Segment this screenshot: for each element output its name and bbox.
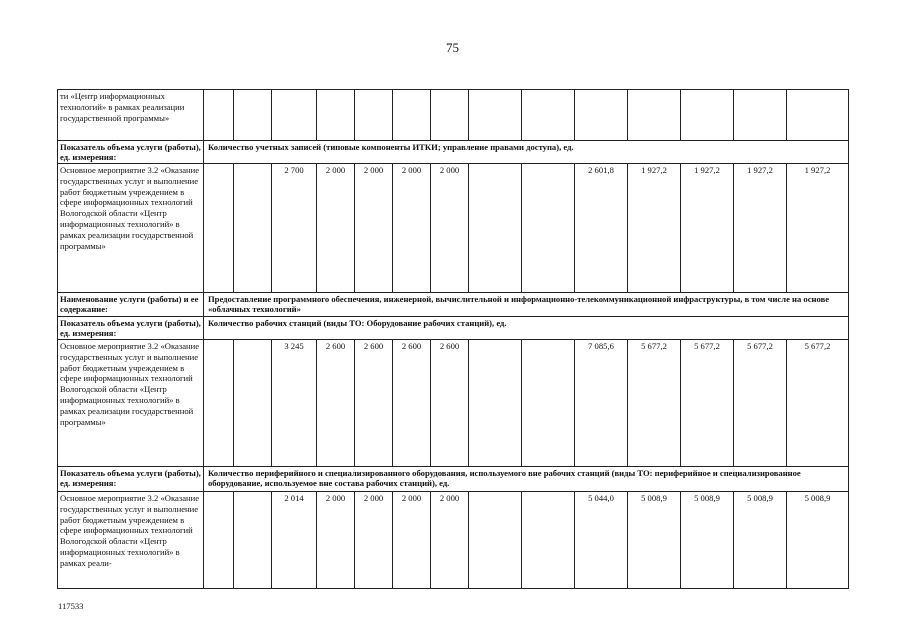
value-cell: 2 700 — [272, 164, 317, 293]
table-row — [58, 340, 849, 467]
page-number: 75 — [446, 40, 459, 55]
value-cell — [522, 340, 575, 467]
value-cell: 5 677,2 — [734, 340, 787, 467]
indicator-label: Показатель объема услуги (работы), ед. измерения: — [58, 467, 204, 492]
value-cell: 5 008,9 — [681, 492, 734, 589]
value-cell — [234, 164, 272, 293]
value-cell: 2 000 — [431, 164, 469, 293]
value-cell: 2 601,8 — [575, 164, 628, 293]
value-cell: 5 677,2 — [681, 340, 734, 467]
value-cell: 5 677,2 — [787, 340, 849, 467]
indicator-label: Показатель объема услуги (работы), ед. измерения: — [58, 141, 204, 164]
value-cell: 5 677,2 — [628, 340, 681, 467]
service-text: Предоставление программного обеспечения, инженерной, вычислительной и информационно-телекоммуникационной инфраструктуры, в том числе на основе «облачных технологий» — [204, 293, 849, 317]
value-cell: 2 600 — [431, 340, 469, 467]
activity-cell: Основное мероприятие 3.2 «Оказание государственных услуг и выполнение работ бюджетным учреждением в сфере информационных технологий Вологодской области «Центр информационных технологий» в рамках реализации государственной программы» — [58, 164, 204, 293]
budget-table — [57, 89, 849, 589]
value-cell — [469, 340, 522, 467]
value-cell: 2 000 — [393, 492, 431, 589]
document-id: 117533 — [58, 601, 84, 611]
value-cell: 5 008,9 — [628, 492, 681, 589]
table-row — [58, 293, 849, 317]
table-row — [58, 492, 849, 589]
value-cell — [234, 340, 272, 467]
activity-cell: Основное мероприятие 3.2 «Оказание государственных услуг и выполнение работ бюджетным учреждением в сфере информационных технологий Вологодской области «Центр информационных технологий» в рамках реали- — [58, 492, 204, 589]
indicator-text: Количество учетных записей (типовые компоненты ИТКИ; управление правами доступа), ед. — [204, 141, 849, 164]
activity-cell: ти «Центр информационных технологий» в рамках реализации государственной программы» — [58, 90, 204, 141]
indicator-text: Количество рабочих станций (виды ТО: Оборудование рабочих станций), ед. — [204, 317, 849, 340]
value-cell: 5 008,9 — [734, 492, 787, 589]
value-cell: 2 600 — [317, 340, 355, 467]
value-cell: 2 014 — [272, 492, 317, 589]
indicator-text: Количество периферийного и специализированного оборудования, используемого вне рабочих станций (виды ТО: периферийное и специализированное оборудование, используемое вне состава рабочих станций), ед. — [204, 467, 849, 492]
value-cell — [522, 164, 575, 293]
table-row — [58, 164, 849, 293]
value-cell: 1 927,2 — [787, 164, 849, 293]
value-cell — [204, 492, 234, 589]
value-cell: 1 927,2 — [681, 164, 734, 293]
value-cell: 2 000 — [393, 164, 431, 293]
value-cell: 7 085,6 — [575, 340, 628, 467]
value-cell: 2 000 — [355, 164, 393, 293]
value-cell — [204, 340, 234, 467]
value-cell: 2 000 — [431, 492, 469, 589]
value-cell: 2 600 — [355, 340, 393, 467]
value-cell — [522, 492, 575, 589]
value-cell: 3 245 — [272, 340, 317, 467]
value-cell — [204, 164, 234, 293]
table-row — [58, 90, 849, 141]
value-cell — [234, 492, 272, 589]
value-cell: 2 000 — [355, 492, 393, 589]
value-cell: 1 927,2 — [734, 164, 787, 293]
indicator-label: Показатель объема услуги (работы), ед. измерения: — [58, 317, 204, 340]
table-row — [58, 467, 849, 492]
value-cell: 2 000 — [317, 492, 355, 589]
value-cell: 5 008,9 — [787, 492, 849, 589]
value-cell: 5 044,0 — [575, 492, 628, 589]
value-cell: 2 000 — [317, 164, 355, 293]
value-cell: 1 927,2 — [628, 164, 681, 293]
value-cell: 2 600 — [393, 340, 431, 467]
table-row — [58, 141, 849, 164]
table-row — [58, 317, 849, 340]
activity-cell: Основное мероприятие 3.2 «Оказание государственных услуг и выполнение работ бюджетным учреждением в сфере информационных технологий Вологодской области «Центр информационных технологий» в рамках реализации государственной программы» — [58, 340, 204, 467]
value-cell — [469, 492, 522, 589]
service-label: Наименование услуги (работы) и ее содержание: — [58, 293, 204, 317]
value-cell — [469, 164, 522, 293]
